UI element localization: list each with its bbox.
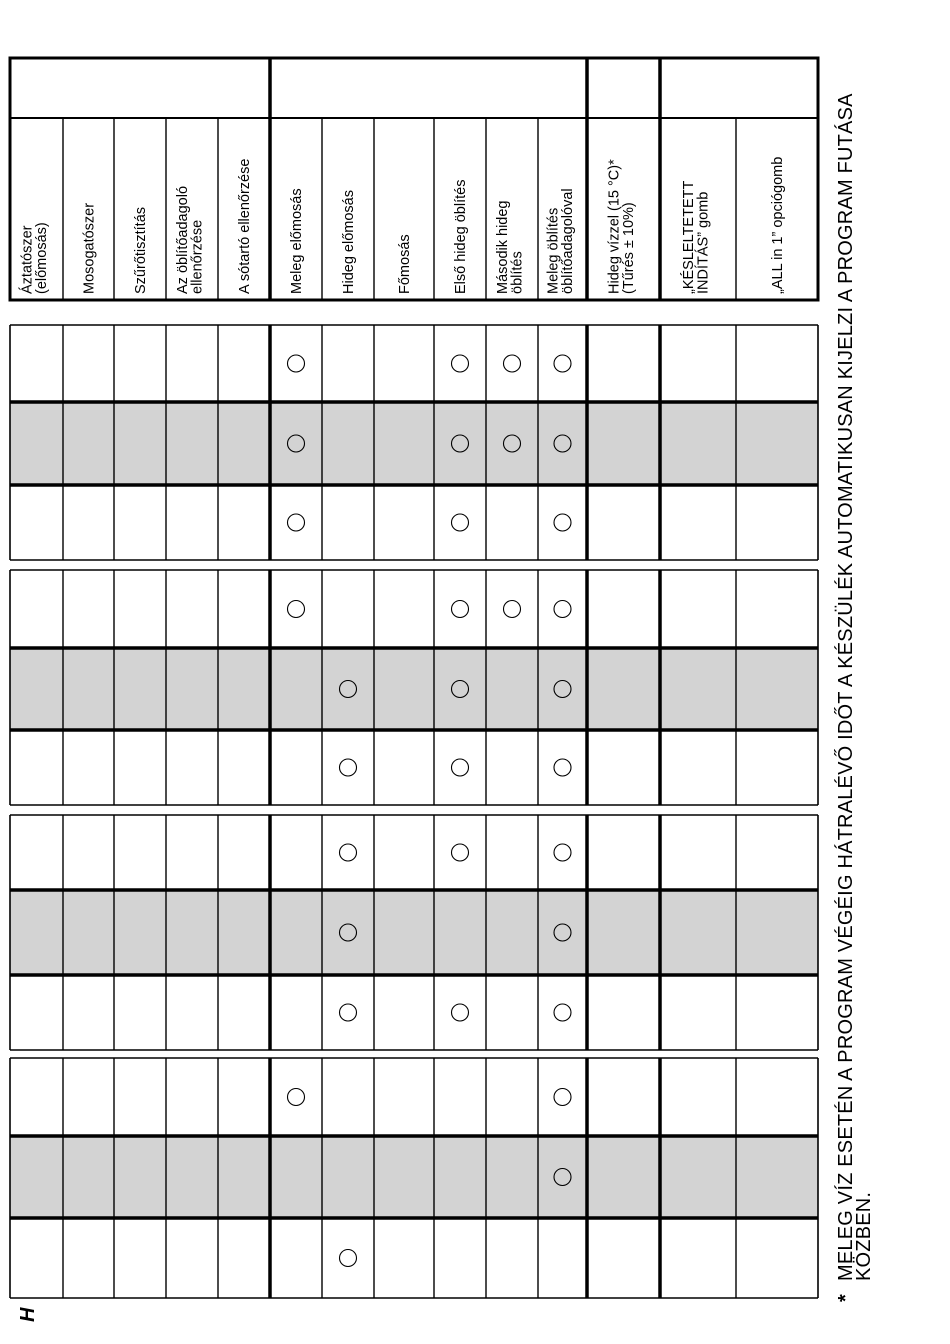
header-label-line: Hideg vízzel (15 °C)* <box>606 159 623 294</box>
header-label-14 <box>770 157 786 294</box>
header-label-5 <box>237 159 253 294</box>
option-mark-circle <box>452 844 469 861</box>
header-label-line: ellenőrzése <box>189 219 206 294</box>
option-mark-circle <box>504 355 521 372</box>
header-label-10 <box>495 201 526 295</box>
option-mark-circle <box>452 601 469 618</box>
option-mark-circle <box>452 514 469 531</box>
option-mark-circle <box>340 759 357 776</box>
option-mark-circle <box>288 514 305 531</box>
header-label-line: A sótartó ellenőrzése <box>237 158 253 294</box>
header-label-7 <box>341 190 357 294</box>
option-mark-circle <box>452 759 469 776</box>
page-marker-logo: H <box>17 1307 39 1322</box>
header-label-line: Második hideg <box>494 200 511 294</box>
header-label-4 <box>175 186 206 294</box>
header-label-6 <box>289 188 305 294</box>
option-mark-circle <box>554 1089 571 1106</box>
option-mark-circle <box>554 355 571 372</box>
header-label-line: Áztatószer <box>19 225 36 294</box>
header-label-line: öblítőadagolóval <box>559 188 576 294</box>
option-mark-circle <box>340 1250 357 1267</box>
option-mark-circle <box>554 514 571 531</box>
option-mark-circle <box>554 844 571 861</box>
header-label-line: Mosogatószer <box>81 202 98 294</box>
option-mark-circle <box>504 601 521 618</box>
header-label-2 <box>82 203 98 294</box>
header-label-12 <box>606 159 637 294</box>
header-label-1 <box>18 222 50 294</box>
header-label-line: Szűrőtisztítás <box>133 206 149 294</box>
program-block-2 <box>10 570 818 805</box>
shaded-band <box>10 648 818 730</box>
program-block-3 <box>10 815 818 1050</box>
header-label-line: öblítés <box>509 251 526 294</box>
header-label-line: Hideg előmosás <box>341 190 357 294</box>
header-labels <box>18 157 786 294</box>
header-label-8 <box>397 234 413 294</box>
program-block-1 <box>10 325 818 560</box>
option-mark-circle <box>288 355 305 372</box>
header-label-3 <box>133 207 149 294</box>
header-label-line: „ALL in 1” opciógomb <box>770 156 786 294</box>
option-mark-circle <box>554 759 571 776</box>
option-mark-circle <box>288 601 305 618</box>
shaded-band <box>10 890 818 975</box>
header-label-line: Az öblítőadagoló <box>174 185 191 294</box>
header-label-9 <box>453 180 469 294</box>
option-mark-circle <box>340 1004 357 1021</box>
footnote-line-1: MELEG VÍZ ESETÉN A PROGRAM VÉGÉIG HÁTRALÉVŐ IDŐT A KÉSZÜLÉK AUTOMATIKUSAN KIJELZI A PROGRAM FUTÁSA <box>835 93 857 1281</box>
footnote-star: * <box>835 1294 857 1302</box>
option-mark-circle <box>452 355 469 372</box>
shaded-band <box>10 1136 818 1218</box>
shaded-band <box>10 402 818 485</box>
option-mark-circle <box>452 1004 469 1021</box>
header-label-line: (Tűrés ± 10%) <box>620 202 637 294</box>
option-mark-circle <box>288 1089 305 1106</box>
header-label-line: „KÉSLELTETETT <box>680 180 697 294</box>
header-label-13 <box>680 181 712 294</box>
program-block-4 <box>10 1058 818 1298</box>
option-mark-circle <box>554 1004 571 1021</box>
header-label-line: Főmosás <box>397 234 413 294</box>
option-mark-circle <box>554 601 571 618</box>
header-label-line: (előmosás) <box>33 222 50 294</box>
header-label-line: Meleg előmosás <box>289 188 305 294</box>
header-label-line: INDÍTÁS” gomb <box>695 191 712 294</box>
header-label-11 <box>545 188 576 294</box>
option-mark-circle <box>340 844 357 861</box>
header-label-line: Első hideg öblítés <box>453 179 469 294</box>
header-label-line: Meleg öblítés <box>545 207 562 294</box>
footnote-line-2: KÖZBEN. <box>853 1191 875 1281</box>
